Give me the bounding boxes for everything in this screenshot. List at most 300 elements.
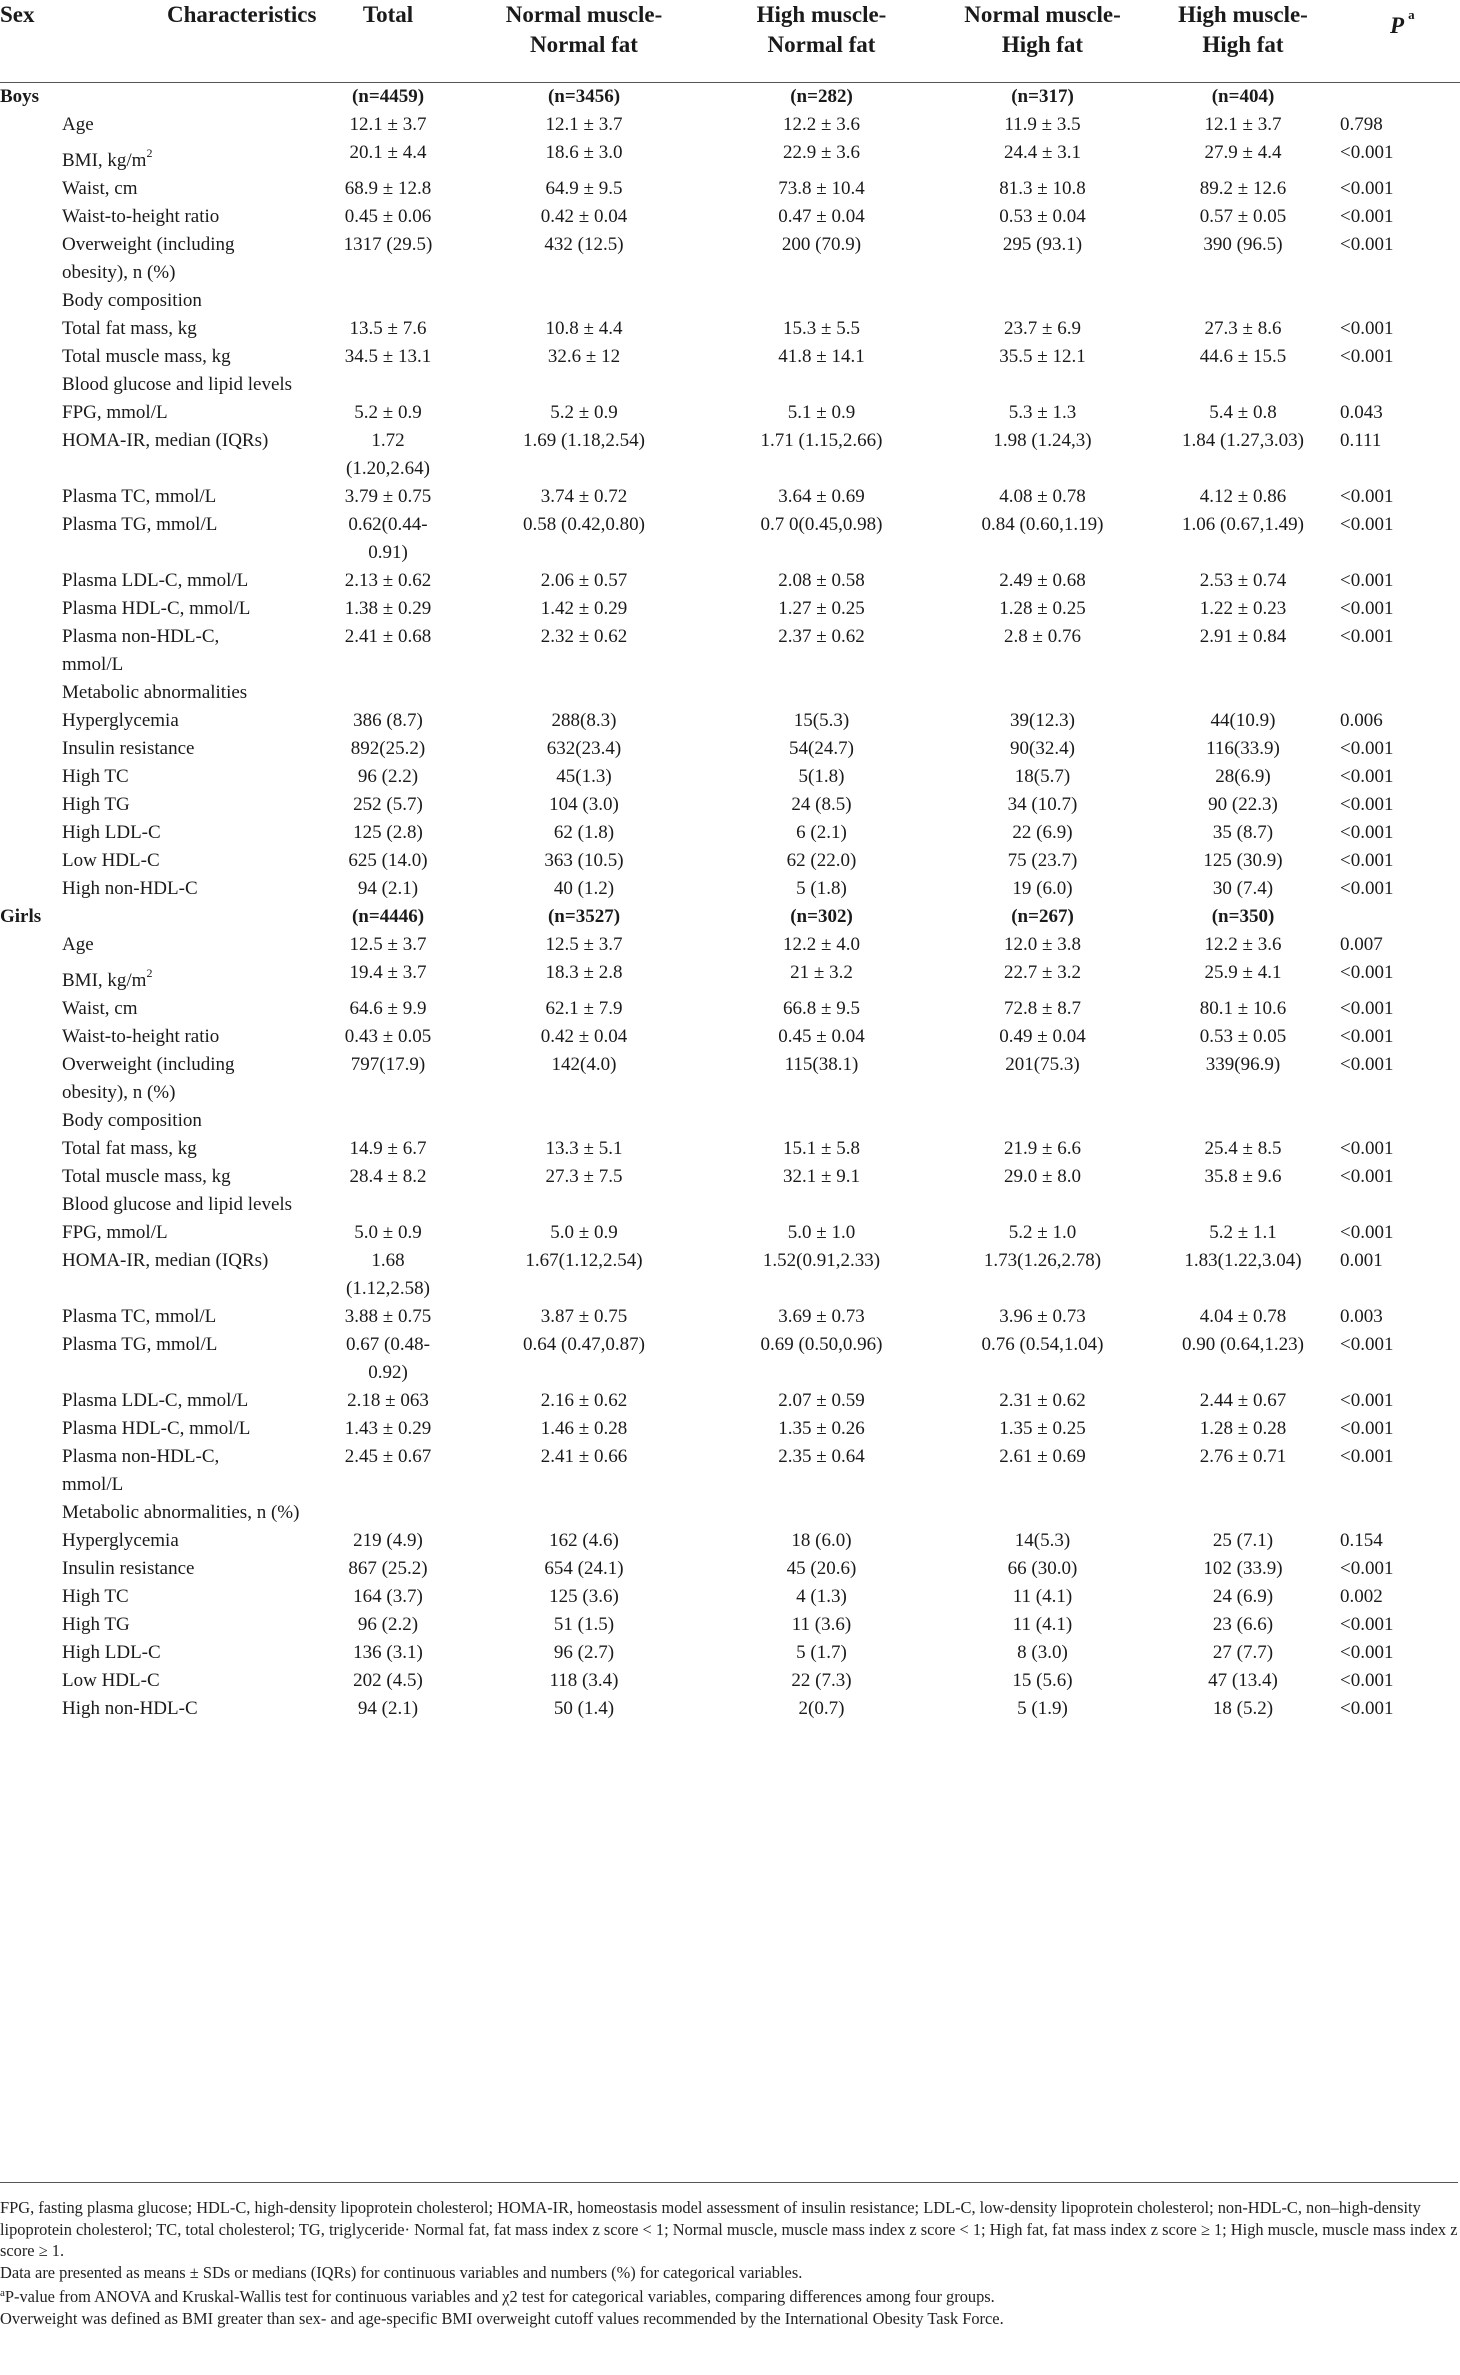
age-value: 12.0 ± 3.8 (1004, 934, 1081, 955)
fpg-value: 5.2 ± 1.1 (1209, 1222, 1277, 1243)
sex-label: Boys (0, 86, 40, 107)
hyperglycemia-value: 162 (4.6) (549, 1530, 619, 1551)
row-label: High TG (62, 794, 130, 815)
row-label: High TC (62, 1586, 129, 1607)
total-muscle-mass-value: 29.0 ± 8.0 (1004, 1166, 1081, 1187)
section-label: Metabolic abnormalities (62, 682, 248, 703)
high-ldl-c-value: 27 (7.7) (1212, 1642, 1274, 1663)
hyperglycemia-value: 219 (4.9) (353, 1530, 423, 1551)
row-label: Overweight (including obesity), n (%) (62, 234, 235, 283)
total-fat-mass-value: 13.5 ± 7.6 (349, 318, 427, 339)
plasma-ldl-c-value: 2.49 ± 0.68 (999, 570, 1086, 591)
homa-ir-value: 1.71 (1.15,2.66) (760, 430, 883, 451)
section-label: Blood glucose and lipid levels (62, 1194, 293, 1215)
total-fat-mass-value: 21.9 ± 6.6 (1004, 1138, 1081, 1159)
total-muscle-mass-value: 35.8 ± 9.6 (1204, 1166, 1282, 1187)
age-value: 12.2 ± 3.6 (783, 114, 860, 135)
insulin-resistance-value: 632(23.4) (546, 738, 622, 759)
row-label: FPG, mmol/L (62, 1222, 168, 1243)
row-label: Age (62, 934, 94, 955)
high-ldl-c-value: 136 (3.1) (353, 1642, 423, 1663)
overweight-value: 1317 (29.5) (343, 234, 433, 255)
row-label: Waist-to-height ratio (62, 1026, 220, 1047)
header-sex: Sex (0, 0, 62, 83)
footnote-abbreviations: FPG, fasting plasma glucose; HDL-C, high-density lipoprotein cholesterol; HOMA-IR, homeostasis model assessment of insulin resistance; LDL-C, low-density lipoprotein cholesterol; non-HDL-C, non–high-density lipoprotein cholesterol; TC, total cholesterol; TG, triglyceride· Normal fat, fat mass index z score < 1; Normal muscle, muscle mass index z score < 1; High fat, fat mass index z score ≥ 1; High muscle, muscle mass index z score ≥ 1. (0, 2198, 1458, 2260)
high-tg-value: 252 (5.7) (353, 794, 423, 815)
age-value: 12.1 ± 3.7 (545, 114, 623, 135)
high-tc-value: 24 (6.9) (1212, 1586, 1274, 1607)
total-muscle-mass-p-value: <0.001 (1340, 346, 1394, 367)
plasma-non-hdl-c-value: 2.32 ± 0.62 (540, 626, 628, 647)
row-hyperglycemia (0, 1527, 1460, 1555)
waist-to-height-ratio-value: 0.42 ± 0.04 (540, 206, 628, 227)
row-waist (0, 995, 1460, 1023)
plasma-non-hdl-c-p-value: <0.001 (1340, 626, 1394, 647)
total-fat-mass-p-value: <0.001 (1340, 318, 1394, 339)
low-hdl-c-p-value: <0.001 (1340, 850, 1394, 871)
age-value: 12.5 ± 3.7 (545, 934, 623, 955)
insulin-resistance-value: 66 (30.0) (1007, 1558, 1078, 1579)
plasma-non-hdl-c-value: 2.8 ± 0.76 (1004, 626, 1081, 647)
row-label: Hyperglycemia (62, 1530, 179, 1551)
bmi-value: 27.9 ± 4.4 (1204, 142, 1282, 163)
plasma-ldl-c-p-value: <0.001 (1340, 570, 1394, 591)
waist-to-height-ratio-p-value: <0.001 (1340, 206, 1394, 227)
row-metabolic-abnormalities (0, 679, 1460, 707)
row-blood-glucose-lipids (0, 371, 1460, 399)
row-plasma-hdl-c (0, 1415, 1460, 1443)
high-non-hdl-c-value: 18 (5.2) (1212, 1698, 1274, 1719)
fpg-value: 5.2 ± 0.9 (354, 402, 422, 423)
row-label: Age (62, 114, 94, 135)
waist-to-height-ratio-value: 0.45 ± 0.06 (344, 206, 432, 227)
high-non-hdl-c-value: 94 (2.1) (357, 1698, 419, 1719)
total-fat-mass-value: 15.1 ± 5.8 (783, 1138, 860, 1159)
plasma-tg-value: 0.84 (0.60,1.19) (981, 514, 1104, 535)
row-label: High TG (62, 1614, 130, 1635)
age-value: 12.5 ± 3.7 (349, 934, 427, 955)
section-label: Blood glucose and lipid levels (62, 374, 293, 395)
high-tc-value: 18(5.7) (1014, 766, 1071, 787)
high-non-hdl-c-value: 2(0.7) (798, 1698, 845, 1719)
high-ldl-c-value: 62 (1.8) (553, 822, 615, 843)
row-label: Plasma TC, mmol/L (62, 1306, 217, 1327)
row-label: Overweight (including obesity), n (%) (62, 1054, 235, 1103)
header-normal-muscle-high-fat: Normal muscle- High fat (939, 0, 1146, 83)
plasma-tc-value: 3.96 ± 0.73 (999, 1306, 1086, 1327)
plasma-hdl-c-value: 1.28 ± 0.28 (1199, 1418, 1287, 1439)
overweight-value: 432 (12.5) (544, 234, 624, 255)
homa-ir-value: 1.69 (1.18,2.54) (523, 430, 645, 451)
plasma-hdl-c-p-value: <0.001 (1340, 1418, 1394, 1439)
total-muscle-mass-value: 34.5 ± 13.1 (344, 346, 432, 367)
high-non-hdl-c-value: 40 (1.2) (553, 878, 615, 899)
high-non-hdl-c-value: 50 (1.4) (553, 1698, 615, 1719)
row-label: High LDL-C (62, 822, 161, 843)
total-muscle-mass-value: 32.6 ± 12 (547, 346, 621, 367)
row-plasma-tc (0, 1303, 1460, 1331)
high-tc-value: 5(1.8) (798, 766, 845, 787)
plasma-hdl-c-value: 1.38 ± 0.29 (344, 598, 432, 619)
overweight-value: 797(17.9) (350, 1054, 426, 1075)
row-total-fat-mass (0, 1135, 1460, 1163)
age-value: 12.1 ± 3.7 (1204, 114, 1282, 135)
high-non-hdl-c-value: 94 (2.1) (357, 878, 419, 899)
fpg-value: 5.2 ± 0.9 (550, 402, 618, 423)
group-n: (n=317) (1011, 86, 1074, 107)
plasma-tg-value: 0.7 0(0.45,0.98) (760, 514, 883, 535)
row-label: Low HDL-C (62, 1670, 160, 1691)
bmi-value: 24.4 ± 3.1 (1004, 142, 1081, 163)
total-fat-mass-value: 25.4 ± 8.5 (1204, 1138, 1282, 1159)
section-label: Metabolic abnormalities, n (%) (62, 1502, 300, 1523)
homa-ir-p-value: 0.111 (1340, 430, 1382, 451)
plasma-tc-value: 3.79 ± 0.75 (344, 486, 432, 507)
fpg-p-value: <0.001 (1340, 1222, 1394, 1243)
total-muscle-mass-value: 28.4 ± 8.2 (349, 1166, 427, 1187)
row-age (0, 931, 1460, 959)
table-footnotes (0, 2182, 1458, 2329)
row-overweight (0, 231, 1460, 287)
row-high-non-hdl-c (0, 875, 1460, 903)
overweight-value: 142(4.0) (551, 1054, 617, 1075)
row-label: BMI, $kg/m^2$ (62, 966, 153, 991)
row-age (0, 111, 1460, 139)
header-total: Total (312, 0, 464, 83)
fpg-value: 5.4 ± 0.8 (1209, 402, 1277, 423)
group-n: (n=350) (1211, 906, 1275, 927)
plasma-tg-total-value: 0.67 (0.48- 0.92) (346, 1334, 430, 1383)
header-normal-muscle-normal-fat: Normal muscle- Normal fat (464, 0, 704, 83)
group-n: (n=4459) (351, 86, 425, 107)
fpg-value: 5.0 ± 1.0 (787, 1222, 856, 1243)
hyperglycemia-value: 25 (7.1) (1212, 1530, 1274, 1551)
row-low-hdl-c (0, 847, 1460, 875)
plasma-non-hdl-c-value: 2.41 ± 0.68 (344, 626, 432, 647)
plasma-non-hdl-c-value: 2.76 ± 0.71 (1199, 1446, 1287, 1467)
waist-to-height-ratio-value: 0.57 ± 0.05 (1199, 206, 1287, 227)
row-plasma-ldl-c (0, 567, 1460, 595)
fpg-value: 5.1 ± 0.9 (787, 402, 856, 423)
plasma-tc-value: 3.87 ± 0.75 (540, 1306, 628, 1327)
low-hdl-c-value: 363 (10.5) (544, 850, 624, 871)
plasma-tc-value: 3.69 ± 0.73 (778, 1306, 865, 1327)
high-ldl-c-value: 8 (3.0) (1017, 1642, 1068, 1663)
overweight-value: 295 (93.1) (1002, 234, 1083, 255)
homa-ir-p-value: 0.001 (1340, 1250, 1383, 1271)
high-ldl-c-value: 22 (6.9) (1012, 822, 1073, 843)
insulin-resistance-p-value: <0.001 (1340, 1558, 1394, 1579)
bmi-value: 18.3 ± 2.8 (545, 962, 623, 983)
high-ldl-c-p-value: <0.001 (1340, 822, 1394, 843)
bmi-value: 25.9 ± 4.1 (1204, 962, 1282, 983)
waist-to-height-ratio-value: 0.49 ± 0.04 (999, 1026, 1086, 1047)
plasma-tg-value: 1.06 (0.67,1.49) (1182, 514, 1304, 535)
row-label: Waist-to-height ratio (62, 206, 220, 227)
homa-ir-value: 1.73(1.26,2.78) (983, 1250, 1102, 1271)
plasma-tg-value: 0.76 (0.54,1.04) (981, 1334, 1104, 1355)
row-label: Plasma HDL-C, mmol/L (62, 598, 251, 619)
bmi-p-value: <0.001 (1340, 142, 1394, 163)
plasma-ldl-c-p-value: <0.001 (1340, 1390, 1394, 1411)
high-tg-value: 104 (3.0) (549, 794, 619, 815)
row-label: Total muscle mass, kg (62, 346, 231, 367)
overweight-value: 200 (70.9) (781, 234, 862, 255)
row-label: Waist, cm (62, 178, 138, 199)
insulin-resistance-value: 45 (20.6) (786, 1558, 857, 1579)
bmi-value: 22.7 ± 3.2 (1004, 962, 1081, 983)
row-blood-glucose-lipids (0, 1191, 1460, 1219)
row-high-non-hdl-c (0, 1695, 1460, 1733)
low-hdl-c-value: 118 (3.4) (549, 1670, 619, 1691)
row-waist (0, 175, 1460, 203)
section-label: Body composition (62, 1110, 202, 1131)
high-non-hdl-c-p-value: <0.001 (1340, 1698, 1394, 1719)
total-muscle-mass-value: 41.8 ± 14.1 (778, 346, 865, 367)
row-label: Insulin resistance (62, 1558, 195, 1579)
row-label: Total fat mass, kg (62, 318, 197, 339)
plasma-tc-value: 4.04 ± 0.78 (1199, 1306, 1287, 1327)
homa-ir-total-value: 1.72 (1.20,2.64) (346, 430, 430, 479)
row-high-ldl-c (0, 1639, 1460, 1667)
homa-ir-value: 1.67(1.12,2.54) (525, 1250, 643, 1271)
header-row (0, 0, 1460, 83)
fpg-value: 5.0 ± 0.9 (354, 1222, 422, 1243)
group-n: (n=282) (790, 86, 853, 107)
hyperglycemia-value: 18 (6.0) (791, 1530, 852, 1551)
plasma-ldl-c-value: 2.31 ± 0.62 (999, 1390, 1086, 1411)
row-insulin-resistance (0, 1555, 1460, 1583)
plasma-ldl-c-value: 2.16 ± 0.62 (540, 1390, 628, 1411)
high-ldl-c-value: 35 (8.7) (1212, 822, 1274, 843)
row-plasma-tc (0, 483, 1460, 511)
waist-value: 68.9 ± 12.8 (344, 178, 432, 199)
waist-to-height-ratio-value: 0.53 ± 0.04 (999, 206, 1086, 227)
header-high-muscle-normal-fat: High muscle- Normal fat (704, 0, 939, 83)
plasma-non-hdl-c-value: 2.45 ± 0.67 (344, 1446, 432, 1467)
plasma-tc-value: 4.12 ± 0.86 (1199, 486, 1287, 507)
waist-p-value: <0.001 (1340, 998, 1394, 1019)
plasma-non-hdl-c-p-value: <0.001 (1340, 1446, 1394, 1467)
waist-to-height-ratio-value: 0.53 ± 0.05 (1199, 1026, 1287, 1047)
total-fat-mass-value: 14.9 ± 6.7 (349, 1138, 427, 1159)
overweight-p-value: <0.001 (1340, 1054, 1394, 1075)
row-high-tg (0, 1611, 1460, 1639)
plasma-hdl-c-value: 1.22 ± 0.23 (1199, 598, 1287, 619)
plasma-hdl-c-value: 1.28 ± 0.25 (999, 598, 1086, 619)
row-high-tc (0, 763, 1460, 791)
row-plasma-hdl-c (0, 595, 1460, 623)
low-hdl-c-value: 62 (22.0) (786, 850, 857, 871)
high-tg-value: 51 (1.5) (553, 1614, 615, 1635)
sex-label: Girls (0, 906, 42, 927)
overweight-p-value: <0.001 (1340, 234, 1394, 255)
low-hdl-c-value: 15 (5.6) (1012, 1670, 1073, 1691)
row-label: High TC (62, 766, 129, 787)
group-n: (n=3527) (547, 906, 621, 927)
row-label: Total muscle mass, kg (62, 1166, 231, 1187)
high-tg-value: 24 (8.5) (791, 794, 852, 815)
waist-value: 89.2 ± 12.6 (1199, 178, 1287, 199)
high-tg-value: 90 (22.3) (1208, 794, 1278, 815)
row-total-muscle-mass (0, 1163, 1460, 1191)
high-tg-value: 11 (3.6) (791, 1614, 852, 1635)
high-tc-value: 96 (2.2) (357, 766, 419, 787)
waist-value: 80.1 ± 10.6 (1199, 998, 1287, 1019)
header-high-muscle-high-fat: High muscle- High fat (1146, 0, 1340, 83)
plasma-tg-value: 0.90 (0.64,1.23) (1182, 1334, 1304, 1355)
waist-value: 62.1 ± 7.9 (545, 998, 623, 1019)
total-fat-mass-value: 23.7 ± 6.9 (1004, 318, 1081, 339)
plasma-ldl-c-value: 2.08 ± 0.58 (778, 570, 865, 591)
overweight-value: 115(38.1) (784, 1054, 859, 1075)
row-insulin-resistance (0, 735, 1460, 763)
overweight-value: 339(96.9) (1205, 1054, 1281, 1075)
row-plasma-non-hdl-c (0, 1443, 1460, 1499)
hyperglycemia-p-value: 0.006 (1340, 710, 1383, 731)
homa-ir-value: 1.83(1.22,3.04) (1184, 1250, 1302, 1271)
waist-to-height-ratio-value: 0.42 ± 0.04 (540, 1026, 628, 1047)
fpg-value: 5.2 ± 1.0 (1008, 1222, 1077, 1243)
row-waist-to-height-ratio (0, 1023, 1460, 1051)
row-waist-to-height-ratio (0, 203, 1460, 231)
high-ldl-c-value: 96 (2.7) (553, 1642, 615, 1663)
insulin-resistance-value: 54(24.7) (789, 738, 854, 759)
age-p-value: 0.798 (1340, 114, 1383, 135)
plasma-non-hdl-c-value: 2.61 ± 0.69 (999, 1446, 1086, 1467)
bmi-value: 19.4 ± 3.7 (349, 962, 427, 983)
total-fat-mass-value: 13.3 ± 5.1 (545, 1138, 623, 1159)
row-homa-ir (0, 1247, 1460, 1303)
hyperglycemia-value: 15(5.3) (793, 710, 850, 731)
row-low-hdl-c (0, 1667, 1460, 1695)
high-tc-p-value: <0.001 (1340, 766, 1394, 787)
group-n: (n=302) (790, 906, 853, 927)
row-label: Plasma LDL-C, mmol/L (62, 1390, 249, 1411)
age-p-value: 0.007 (1340, 934, 1383, 955)
insulin-resistance-value: 867 (25.2) (348, 1558, 428, 1579)
group-n: (n=3456) (547, 86, 621, 107)
row-label: Plasma TG, mmol/L (62, 1334, 218, 1355)
high-non-hdl-c-value: 5 (1.9) (1017, 1698, 1068, 1719)
high-tg-p-value: <0.001 (1340, 794, 1394, 815)
insulin-resistance-value: 116(33.9) (1206, 738, 1280, 759)
row-label: Plasma TC, mmol/L (62, 486, 217, 507)
plasma-hdl-c-value: 1.43 ± 0.29 (344, 1418, 432, 1439)
row-label: FPG, mmol/L (62, 402, 168, 423)
plasma-ldl-c-value: 2.06 ± 0.57 (540, 570, 628, 591)
fpg-p-value: 0.043 (1340, 402, 1383, 423)
header-characteristics: Characteristics (62, 0, 312, 83)
row-label: High non-HDL-C (62, 1698, 198, 1719)
high-tc-value: 11 (4.1) (1012, 1586, 1073, 1607)
fpg-value: 5.3 ± 1.3 (1008, 402, 1077, 423)
bmi-value: 21 ± 3.2 (790, 962, 853, 983)
group-n: (n=404) (1211, 86, 1275, 107)
total-muscle-mass-value: 32.1 ± 9.1 (783, 1166, 860, 1187)
bmi-value: 22.9 ± 3.6 (783, 142, 860, 163)
waist-to-height-ratio-p-value: <0.001 (1340, 1026, 1394, 1047)
high-tg-value: 96 (2.2) (357, 1614, 419, 1635)
row-fpg (0, 399, 1460, 427)
row-bmi (0, 959, 1460, 995)
waist-value: 72.8 ± 8.7 (1004, 998, 1081, 1019)
row-label: Plasma LDL-C, mmol/L (62, 570, 249, 591)
homa-ir-value: 1.98 (1.24,3) (993, 430, 1092, 451)
hyperglycemia-value: 14(5.3) (1014, 1530, 1071, 1551)
waist-to-height-ratio-value: 0.43 ± 0.05 (344, 1026, 432, 1047)
plasma-tc-value: 3.64 ± 0.69 (778, 486, 865, 507)
total-fat-mass-p-value: <0.001 (1340, 1138, 1394, 1159)
age-value: 12.2 ± 3.6 (1204, 934, 1282, 955)
plasma-tc-value: 3.74 ± 0.72 (540, 486, 628, 507)
group-n: (n=4446) (351, 906, 425, 927)
row-metabolic-abnormalities (0, 1499, 1460, 1527)
row-label: Plasma non-HDL-C, mmol/L (62, 1446, 220, 1495)
row-high-ldl-c (0, 819, 1460, 847)
overweight-value: 201(75.3) (1005, 1054, 1080, 1075)
footnote-data-presentation: Data are presented as means ± SDs or medians (IQRs) for continuous variables and numbers (%) for categorical variables. (0, 2262, 803, 2282)
row-girls-header (0, 903, 1460, 931)
high-tc-value: 45(1.3) (556, 766, 612, 787)
high-ldl-c-value: 6 (2.1) (796, 822, 847, 843)
hyperglycemia-value: 39(12.3) (1010, 710, 1075, 731)
insulin-resistance-value: 892(25.2) (350, 738, 426, 759)
low-hdl-c-value: 75 (23.7) (1007, 850, 1078, 871)
waist-value: 73.8 ± 10.4 (778, 178, 865, 199)
waist-value: 81.3 ± 10.8 (999, 178, 1086, 199)
low-hdl-c-value: 202 (4.5) (353, 1670, 423, 1691)
row-body-composition (0, 287, 1460, 315)
row-label: Low HDL-C (62, 850, 160, 871)
plasma-hdl-c-value: 1.27 ± 0.25 (778, 598, 865, 619)
hyperglycemia-value: 386 (8.7) (353, 710, 423, 731)
header-p-value: P $^a$ (1340, 0, 1460, 83)
row-bmi (0, 139, 1460, 175)
insulin-resistance-value: 90(32.4) (1010, 738, 1075, 759)
high-tg-value: 23 (6.6) (1212, 1614, 1274, 1635)
plasma-ldl-c-value: 2.18 ± 063 (347, 1390, 429, 1411)
high-tc-value: 164 (3.7) (353, 1586, 423, 1607)
group-n: (n=267) (1011, 906, 1074, 927)
waist-to-height-ratio-value: 0.47 ± 0.04 (778, 206, 865, 227)
hyperglycemia-value: 288(8.3) (551, 710, 617, 731)
hyperglycemia-value: 44(10.9) (1210, 710, 1276, 731)
plasma-tg-p-value: <0.001 (1340, 514, 1394, 535)
row-label: Waist, cm (62, 998, 138, 1019)
plasma-hdl-c-value: 1.35 ± 0.25 (999, 1418, 1086, 1439)
bmi-p-value: <0.001 (1340, 962, 1394, 983)
footnote-p-value: $^a$P-value from ANOVA and Kruskal-Wallis test for continuous variables and χ2 test for categorical variables, comparing differences among four groups. (0, 2287, 995, 2306)
total-fat-mass-value: 27.3 ± 8.6 (1204, 318, 1282, 339)
plasma-tc-p-value: <0.001 (1340, 486, 1394, 507)
plasma-hdl-c-p-value: <0.001 (1340, 598, 1394, 619)
high-non-hdl-c-value: 19 (6.0) (1012, 878, 1073, 899)
row-fpg (0, 1219, 1460, 1247)
total-muscle-mass-value: 35.5 ± 12.1 (999, 346, 1086, 367)
row-plasma-non-hdl-c (0, 623, 1460, 679)
bmi-value: 18.6 ± 3.0 (545, 142, 623, 163)
plasma-tc-p-value: 0.003 (1340, 1306, 1383, 1327)
high-non-hdl-c-value: 30 (7.4) (1212, 878, 1274, 899)
high-non-hdl-c-value: 5 (1.8) (796, 878, 847, 899)
plasma-tg-value: 0.69 (0.50,0.96) (760, 1334, 883, 1355)
row-overweight (0, 1051, 1460, 1107)
high-ldl-c-p-value: <0.001 (1340, 1642, 1394, 1663)
total-fat-mass-value: 10.8 ± 4.4 (545, 318, 623, 339)
section-label: Body composition (62, 290, 202, 311)
row-label: Insulin resistance (62, 738, 195, 759)
